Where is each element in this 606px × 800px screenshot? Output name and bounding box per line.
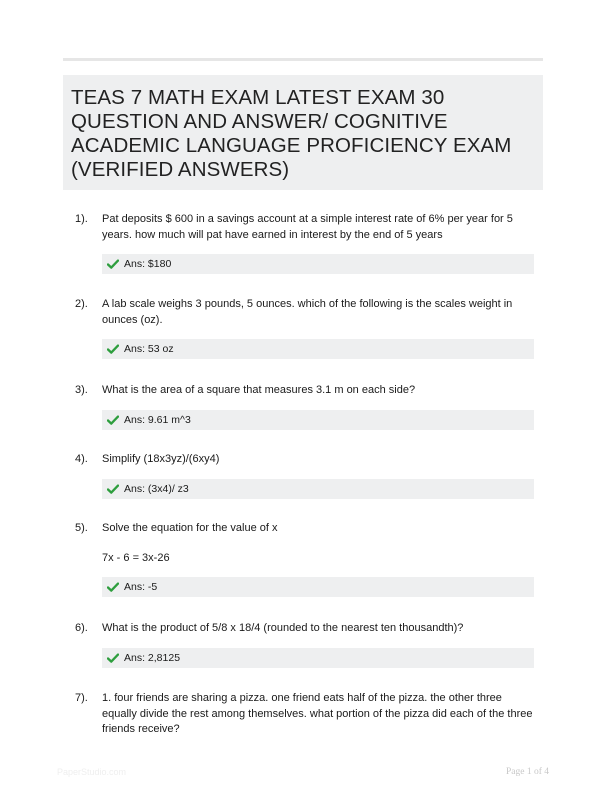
question-list — [63, 212, 543, 738]
question-item — [63, 297, 543, 366]
answer-text: Ans: -5 — [124, 580, 158, 593]
question-item — [63, 621, 543, 674]
question-number: 6). — [75, 622, 88, 634]
question-item — [63, 383, 543, 436]
answer-box — [102, 339, 534, 359]
answer-text: Ans: 2,8125 — [124, 651, 181, 664]
title-banner — [63, 75, 543, 190]
answer-box — [102, 254, 534, 274]
question-text: A lab scale weighs 3 pounds, 5 ounces. which of the following is the scales weight in ounces (oz). — [102, 298, 513, 326]
question-item — [63, 691, 543, 738]
check-icon — [107, 415, 119, 425]
question-text: Simplify (18x3yz)/(6xy4) — [102, 453, 220, 465]
question-text: 1. four friends are sharing a pizza. one friend eats half of the pizza. the other three equally divide the rest among themselves. what portion of the pizza did each of the three friends receive? — [102, 692, 533, 735]
footer-watermark: PaperStudio.com — [57, 767, 127, 777]
top-divider — [63, 58, 543, 61]
question-item — [63, 212, 543, 281]
question-number: 5). — [75, 522, 88, 534]
check-icon — [107, 653, 119, 663]
check-icon — [107, 582, 119, 592]
question-number: 7). — [75, 692, 88, 704]
question-text: Pat deposits $ 600 in a savings account at a simple interest rate of 6% per year for 5 years. how much will pat have earned in interest by the end of 5 years — [102, 213, 513, 241]
page-indicator: Page 1 of 4 — [505, 767, 549, 777]
answer-box — [102, 479, 534, 499]
check-icon — [107, 344, 119, 354]
document-title: TEAS 7 MATH EXAM LATEST EXAM 30 QUESTION AND ANSWER/ COGNITIVE ACADEMIC LANGUAGE PROFICIENCY EXAM (VERIFIED ANSWERS) — [71, 86, 512, 181]
question-text: Solve the equation for the value of x — [102, 522, 278, 534]
question-number: 3). — [75, 384, 88, 396]
answer-text: Ans: 9.61 m^3 — [124, 413, 191, 426]
question-number: 2). — [75, 298, 88, 310]
answer-text: Ans: $180 — [124, 258, 172, 270]
question-number: 1). — [75, 213, 88, 225]
check-icon — [107, 484, 119, 494]
answer-box — [102, 577, 534, 597]
answer-box — [102, 648, 534, 668]
question-item — [63, 521, 543, 604]
check-icon — [107, 259, 119, 269]
question-text: What is the product of 5/8 x 18/4 (rounded to the nearest ten thousandth)? — [102, 622, 464, 634]
equation-text: 7x - 6 = 3x-26 — [102, 551, 170, 564]
question-item — [63, 452, 543, 505]
question-number: 4). — [75, 453, 88, 465]
answer-box — [102, 410, 534, 430]
answer-text: Ans: (3x4)/ z3 — [124, 482, 189, 495]
question-text: What is the area of a square that measures 3.1 m on each side? — [102, 384, 416, 396]
answer-text: Ans: 53 oz — [124, 343, 174, 355]
